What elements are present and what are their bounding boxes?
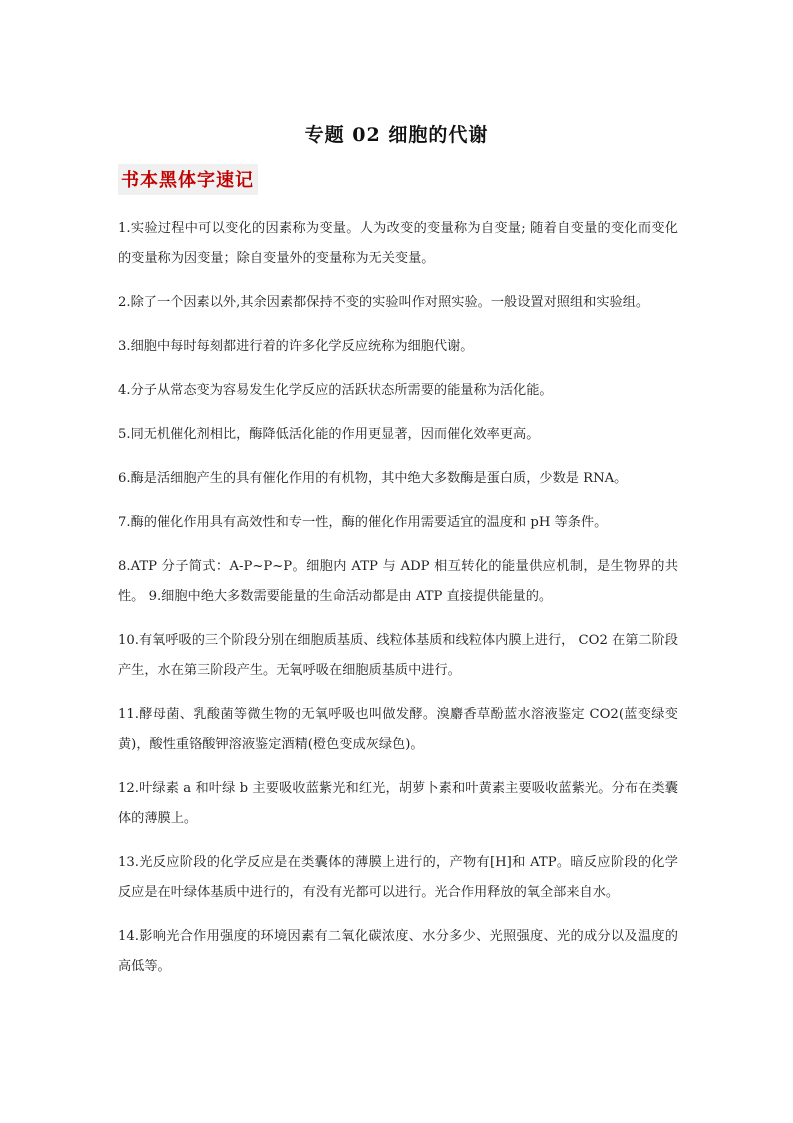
list-item: 10.有氧呼吸的三个阶段分别在细胞质基质、线粒体基质和线粒体内膜上进行， CO2 在第二阶段产生，水在第三阶段产生。无氧呼吸在细胞质基质中进行。 xyxy=(118,633,678,678)
section-label: 书本黑体字速记 xyxy=(118,164,258,195)
list-item: 14.影响光合作用强度的环境因素有二氧化碳浓度、水分多少、光照强度、光的成分以及温度的高低等。 xyxy=(118,929,678,974)
list-item: 2.除了一个因素以外,其余因素都保持不变的实验叫作对照实验。一般设置对照组和实验组。 xyxy=(118,295,650,310)
list-item: 11.酵母菌、乳酸菌等微生物的无氧呼吸也叫做发酵。溴麝香草酚蓝水溶液鉴定 CO2(蓝变绿变黄)，酸性重铬酸钾溶液鉴定酒精(橙色变成灰绿色)。 xyxy=(118,707,678,752)
bullet-list xyxy=(118,214,678,996)
list-item: 5.同无机催化剂相比，酶降低活化能的作用更显著，因而催化效率更高。 xyxy=(118,427,540,442)
list-item: 8.ATP 分子简式：A-P~P~P。细胞内 ATP 与 ADP 相互转化的能量供应机制，是生物界的共性。 9.细胞中绝大多数需要能量的生命活动都是由 ATP 直接提供能量的。 xyxy=(118,559,678,604)
page-title: 专题 02 细胞的代谢 xyxy=(304,124,489,146)
list-item: 4.分子从常态变为容易发生化学反应的活跃状态所需要的能量称为活化能。 xyxy=(118,383,553,398)
list-item: 7.酶的催化作用具有高效性和专一性，酶的催化作用需要适宜的温度和 pH 等条件。 xyxy=(118,515,608,530)
list-item: 1.实验过程中可以变化的因素称为变量。人为改变的变量称为自变量; 随着自变量的变化而变化的变量称为因变量；除自变量外的变量称为无关变量。 xyxy=(118,221,678,266)
list-item: 12.叶绿素 a 和叶绿 b 主要吸收蓝紫光和红光，胡萝卜素和叶黄素主要吸收蓝紫光。分布在类囊体的薄膜上。 xyxy=(118,781,678,826)
list-item: 6.酶是活细胞产生的具有催化作用的有机物，其中绝大多数酶是蛋白质，少数是 RNA。 xyxy=(118,471,628,486)
list-item: 3.细胞中每时每刻都进行着的许多化学反应统称为细胞代谢。 xyxy=(118,339,474,354)
list-item: 13.光反应阶段的化学反应是在类囊体的薄膜上进行的，产物有[H]和 ATP。暗反应阶段的化学反应是在叶绿体基质中进行的，有没有光都可以进行。光合作用释放的氧全部来自水。 xyxy=(118,855,678,900)
